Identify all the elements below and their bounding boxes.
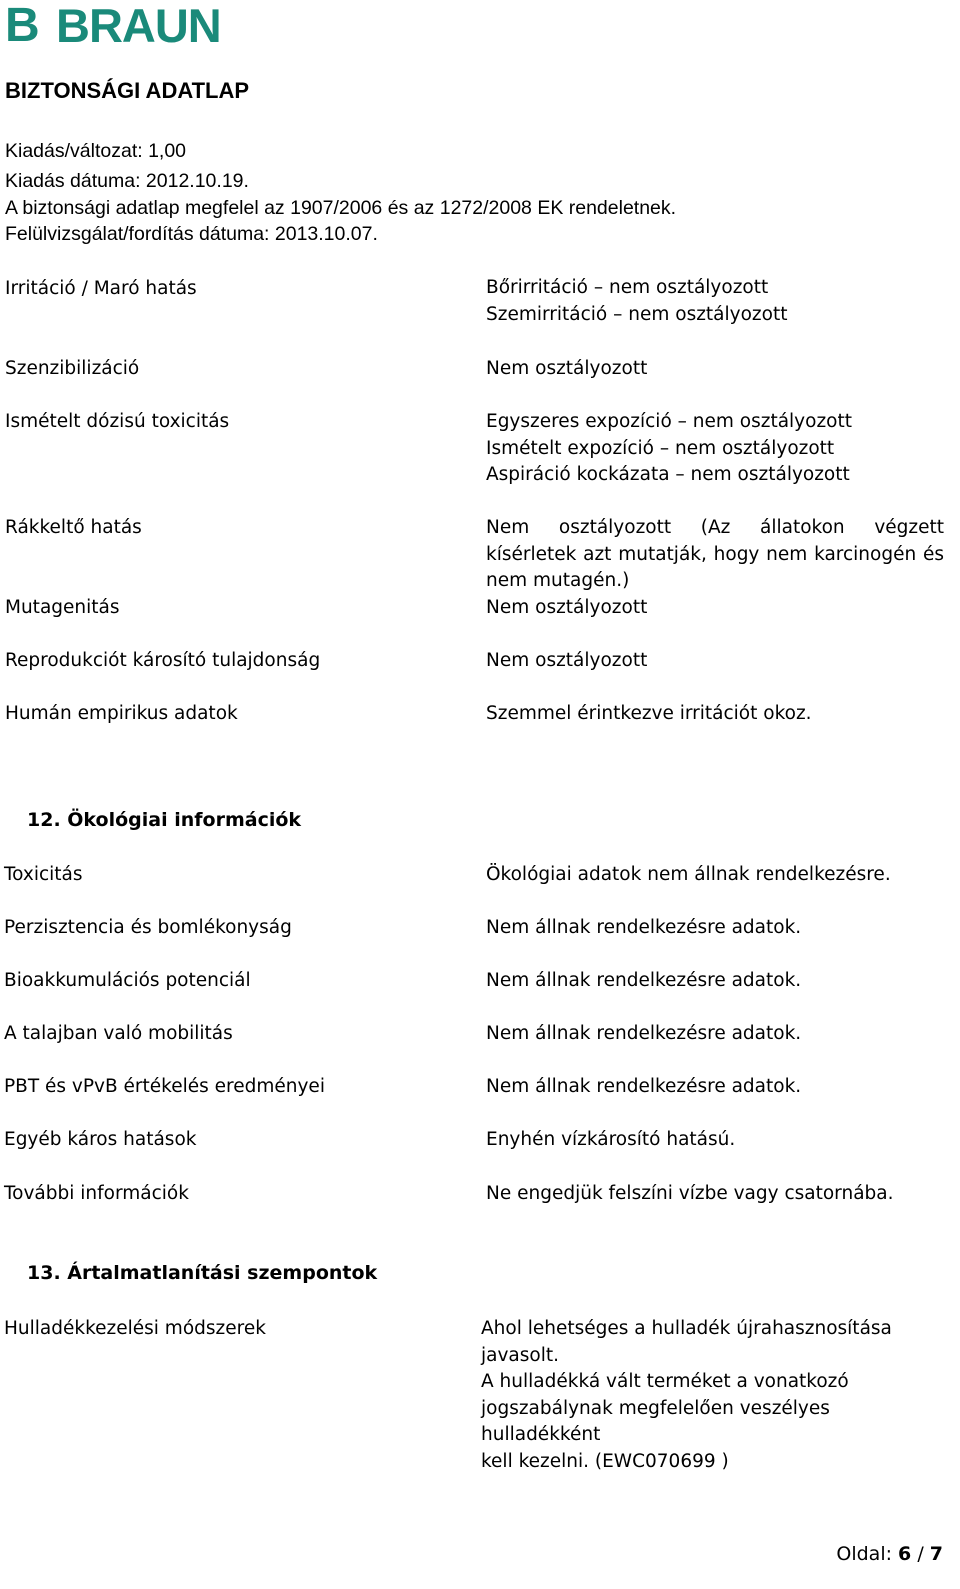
meta-issue-date: Kiadás dátuma: 2012.10.19.: [5, 170, 249, 192]
value-toxicity: Ökológiai adatok nem állnak rendelkezésre.: [486, 864, 891, 885]
value-other-effects: Enyhén vízkárosító hatású.: [486, 1129, 736, 1150]
waste-line-5: kell kezelni. (EWC070699 ): [481, 1450, 729, 1472]
value-human-data: [486, 701, 944, 728]
label-sensitization: Szenzibilizáció: [5, 358, 140, 379]
value-human-data-text: Szemmel érintkezve irritációt okoz.: [486, 703, 812, 724]
logo-wordmark: BRAUN: [56, 0, 221, 52]
label-soil-mobility: A talajban való mobilitás: [4, 1023, 233, 1044]
label-further-info: További információk: [4, 1183, 189, 1204]
value-eye-irritation: Szemirritáció – nem osztályozott: [486, 303, 788, 325]
value-bioaccumulation: Nem állnak rendelkezésre adatok.: [486, 970, 802, 991]
value-reproductive: [486, 648, 944, 675]
page-prefix: Oldal:: [836, 1543, 899, 1565]
label-carcinogenicity: Rákkeltő hatás: [5, 517, 142, 538]
waste-line-2: javasolt.: [481, 1344, 559, 1366]
value-aspiration: Aspiráció kockázata – nem osztályozott: [486, 464, 850, 485]
value-skin-irritation: Bőrirritáció – nem osztályozott: [486, 277, 769, 298]
document-title: BIZTONSÁGI ADATLAP: [5, 78, 250, 103]
meta-revision-date: Felülvizsgálat/fordítás dátuma: 2013.10.07.: [5, 223, 378, 245]
waste-line-3: A hulladékká vált terméket a vonatkozó: [481, 1371, 849, 1392]
value-sensitization-text: Nem osztályozott: [486, 358, 648, 379]
section-13-heading: 13. Ártalmatlanítási szempontok: [27, 1262, 378, 1284]
label-bioaccumulation: Bioakkumulációs potenciál: [4, 970, 251, 991]
value-soil-mobility: Nem állnak rendelkezésre adatok.: [486, 1023, 802, 1044]
value-mutagenicity: [486, 595, 944, 622]
section-12-heading: 12. Ökológiai információk: [27, 809, 302, 831]
label-persistence: Perzisztencia és bomlékonyság: [4, 917, 292, 938]
value-repeated-exposure: Ismételt expozíció – nem osztályozott: [486, 437, 835, 459]
logo-b-mark: B: [5, 0, 40, 52]
page-total: 7: [929, 1543, 943, 1565]
page-separator: /: [911, 1543, 930, 1565]
value-carcinogenicity: Nem osztályozott (Az állatokon végzett kísérletek azt mutatják, hogy nem karcinogén és nem mutagén.): [486, 517, 944, 591]
waste-line-4: jogszabálynak megfelelően veszélyes hulladékként: [481, 1397, 830, 1445]
value-waste-methods: [481, 1316, 951, 1475]
label-pbt-vpvb: PBT és vPvB értékelés eredményei: [4, 1076, 325, 1097]
value-reproductive-text: Nem osztályozott: [486, 650, 648, 671]
page-current: 6: [898, 1543, 912, 1565]
value-repeated-dose: [486, 409, 944, 489]
label-repeated-dose: Ismételt dózisú toxicitás: [5, 411, 230, 432]
label-waste-methods: Hulladékkezelési módszerek: [4, 1318, 266, 1339]
value-persistence: Nem állnak rendelkezésre adatok.: [486, 917, 802, 938]
value-irritation: [486, 275, 944, 328]
waste-line-1: Ahol lehetséges a hulladék újrahasznosítása: [481, 1318, 892, 1339]
value-mutagenicity-text: Nem osztályozott: [486, 597, 648, 618]
page-number: [836, 1543, 943, 1565]
label-human-data: Humán empirikus adatok: [5, 703, 238, 724]
label-irritation: Irritáció / Maró hatás: [5, 278, 197, 299]
value-sensitization: [486, 356, 944, 383]
label-mutagenicity: Mutagenitás: [5, 597, 120, 618]
label-toxicity: Toxicitás: [4, 864, 83, 885]
label-other-effects: Egyéb káros hatások: [4, 1129, 197, 1150]
label-reproductive: Reprodukciót károsító tulajdonság: [5, 650, 321, 671]
value-single-exposure: Egyszeres expozíció – nem osztályozott: [486, 411, 852, 432]
value-further-info: Ne engedjük felszíni vízbe vagy csatornába.: [486, 1183, 894, 1204]
meta-regulation: A biztonsági adatlap megfelel az 1907/2006 és az 1272/2008 EK rendeletnek.: [5, 197, 677, 219]
value-pbt-vpvb: Nem állnak rendelkezésre adatok.: [486, 1076, 802, 1097]
meta-version: Kiadás/változat: 1,00: [5, 140, 187, 162]
